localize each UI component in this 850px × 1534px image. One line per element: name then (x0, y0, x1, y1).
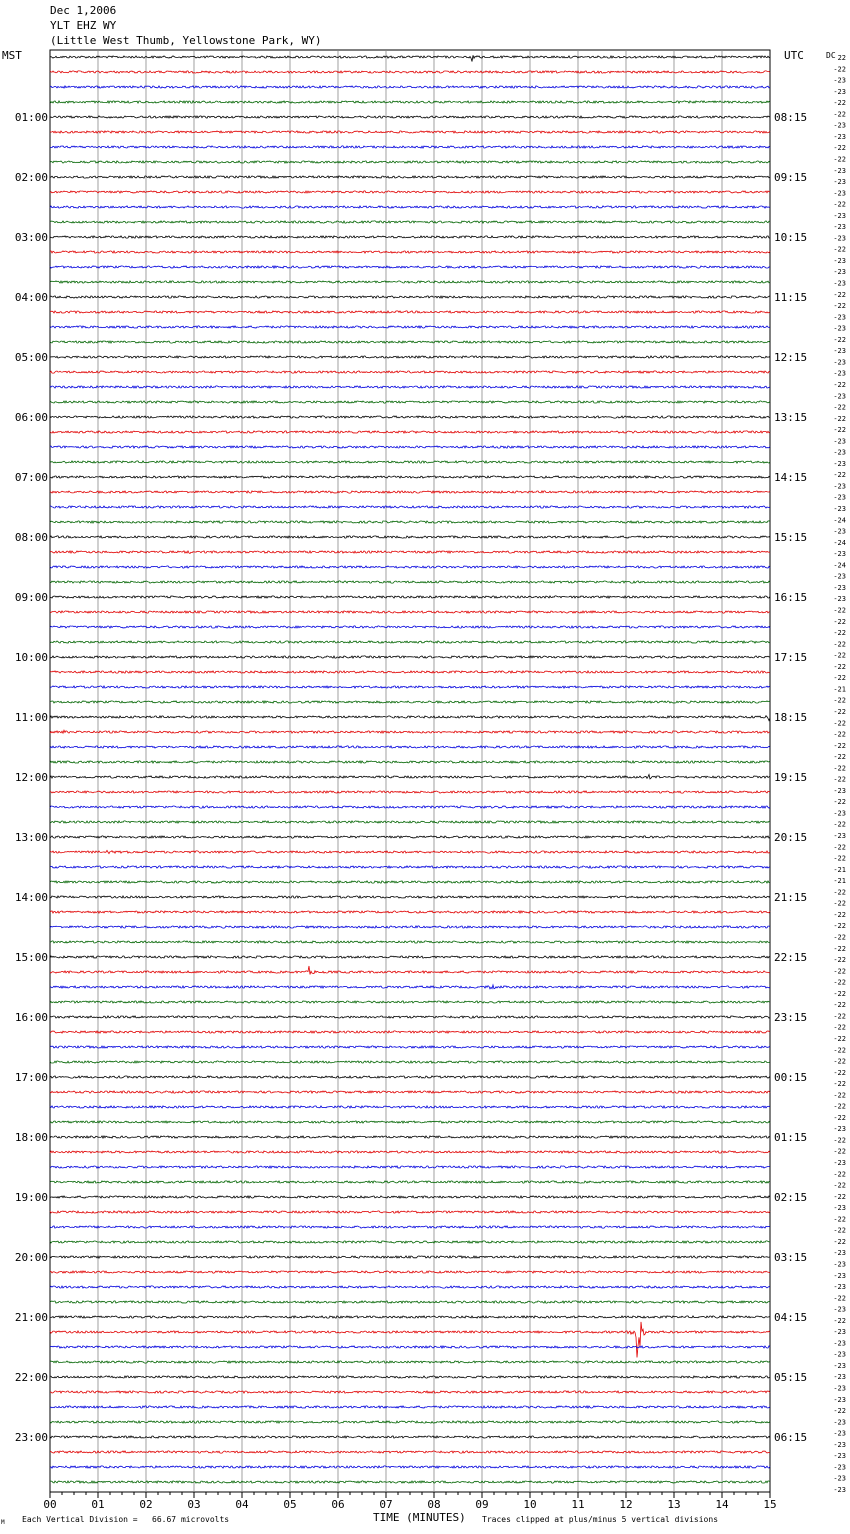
dc-offset-label: -22 (833, 381, 846, 389)
x-axis-title: TIME (MINUTES) (373, 1511, 466, 1524)
seismic-trace (50, 656, 770, 658)
dc-offset-label: -23 (833, 132, 846, 141)
seismic-trace (50, 641, 770, 643)
dc-offset-label: -23 (833, 1283, 846, 1291)
x-tick-label: 14 (715, 1498, 729, 1511)
seismic-trace (50, 926, 770, 928)
seismic-trace (50, 775, 770, 779)
hour-label-right: 06:15 (774, 1431, 808, 1444)
dc-offset-label: -22 (833, 640, 846, 649)
seismic-trace (50, 730, 770, 733)
dc-offset-label: -23 (833, 1271, 846, 1280)
dc-offset-label: -22 (833, 99, 846, 108)
dc-offset-label: -23 (833, 1452, 846, 1461)
dc-offset-label: -22 (833, 674, 846, 683)
hour-label-left: 13:00 (14, 831, 48, 844)
seismic-trace (50, 371, 770, 373)
dc-offset-label: -22 (833, 414, 846, 423)
dc-offset-label: -23 (833, 257, 846, 265)
dc-offset-label: -22 (833, 155, 846, 164)
dc-offset-label: -22 (833, 1113, 846, 1122)
seismic-trace (50, 686, 770, 688)
dc-offset-label: -23 (833, 448, 846, 457)
seismic-trace (50, 1421, 770, 1423)
seismic-trace (50, 1196, 770, 1198)
dc-offset-label: -22 (833, 1147, 846, 1156)
seismic-trace (50, 1361, 770, 1363)
dc-offset-label: -22 (833, 764, 846, 773)
dc-offset-label: -23 (833, 1350, 846, 1359)
dc-offset-label: -22 (833, 1407, 846, 1416)
seismic-trace (50, 671, 770, 673)
hour-label-left: 17:00 (14, 1071, 48, 1084)
dc-offset-label: -22 (833, 1237, 846, 1246)
seismic-trace (50, 1031, 770, 1033)
seismic-trace (50, 55, 770, 61)
dc-offset-label: -22 (833, 696, 846, 705)
dc-offset-label: -23 (833, 595, 846, 604)
dc-offset-label: -23 (833, 223, 846, 232)
seismic-trace (50, 596, 770, 598)
dc-offset-label: -22 (833, 899, 846, 908)
dc-offset-label: -22 (833, 403, 846, 412)
dc-offset-label: -23 (833, 1305, 846, 1314)
seismic-trace (50, 401, 770, 403)
seismic-trace (50, 551, 770, 554)
seismic-trace (50, 326, 770, 328)
hour-label-left: 10:00 (14, 651, 48, 664)
dc-offset-label: -22 (833, 1102, 846, 1111)
dc-offset-label: -22 (833, 741, 846, 750)
dc-offset-label: -22 (833, 144, 846, 153)
hour-label-left: 12:00 (14, 771, 48, 784)
seismic-trace (50, 431, 770, 433)
seismic-trace (50, 236, 770, 238)
seismic-trace (50, 1226, 770, 1228)
seismic-trace (50, 1391, 770, 1393)
seismic-trace (50, 251, 770, 253)
seismic-trace (50, 1106, 770, 1108)
dc-offset-label: -22 (833, 944, 846, 953)
dc-offset-label: -23 (833, 1339, 846, 1348)
seismic-trace (50, 1211, 770, 1213)
seismic-trace (50, 311, 770, 313)
dc-offset-label: -23 (833, 786, 846, 795)
dc-offset-label: -23 (833, 268, 846, 277)
dc-offset-label: -22 (833, 426, 846, 435)
dc-offset-label: -23 (833, 324, 846, 333)
dc-offset-label: -23 (833, 313, 846, 322)
seismic-trace (50, 1076, 770, 1078)
dc-label: DC (826, 51, 836, 60)
hour-label-right: 01:15 (774, 1131, 808, 1144)
hour-label-right: 15:15 (774, 531, 808, 544)
hour-label-left: 06:00 (14, 411, 48, 424)
dc-offset-label: -23 (833, 572, 846, 581)
seismic-trace (50, 896, 770, 898)
x-tick-label: 00 (43, 1498, 57, 1511)
dc-offset-label: -23 (833, 1384, 846, 1393)
seismic-trace (50, 1406, 770, 1408)
hour-label-right: 17:15 (774, 651, 808, 664)
seismic-trace (50, 761, 770, 763)
dc-offset-label: -23 (833, 1260, 846, 1269)
dc-offset-label: -22 (833, 910, 846, 919)
hour-label-right: 18:15 (774, 711, 808, 724)
x-tick-label: 05 (283, 1498, 297, 1511)
seismic-trace (50, 1316, 770, 1318)
dc-offset-label: -24 (833, 516, 846, 525)
seismic-trace (50, 281, 770, 283)
dc-offset-label: -23 (833, 1463, 846, 1472)
seismic-trace (50, 566, 770, 568)
dc-offset-label: -22 (833, 843, 846, 852)
dc-offset-label: -22 (833, 820, 846, 829)
dc-offset-label: -23 (833, 584, 846, 592)
dc-offset-label: -24 (833, 538, 846, 547)
seismic-trace (50, 356, 770, 358)
hour-label-right: 23:15 (774, 1011, 808, 1024)
left-timezone-label: MST (2, 49, 22, 62)
dc-offset-label: -22 (833, 245, 846, 254)
dc-offset-label: -22 (833, 775, 846, 784)
seismic-trace (50, 161, 770, 163)
dc-offset-label: -22 (833, 302, 846, 311)
dc-offset-label: -23 (833, 832, 846, 840)
dc-offset-label: -23 (833, 550, 846, 559)
seismic-trace (50, 821, 770, 823)
seismic-trace (50, 206, 770, 208)
dc-offset-label: -22 (833, 471, 846, 480)
x-tick-label: 03 (187, 1498, 201, 1511)
x-tick-label: 15 (763, 1498, 777, 1511)
dc-offset-label: -22 (833, 662, 846, 671)
dc-offset-label: -22 (833, 1035, 846, 1043)
seismic-trace (50, 1286, 770, 1288)
station-label: YLT EHZ WY (50, 19, 117, 32)
dc-offset-label: -21 (833, 685, 846, 694)
right-timezone-label: UTC (784, 49, 804, 62)
dc-offset-label: -23 (833, 178, 846, 186)
location-label: (Little West Thumb, Yellowstone Park, WY) (50, 34, 322, 47)
dc-offset-label: -23 (833, 369, 846, 378)
hour-label-left: 19:00 (14, 1191, 48, 1204)
dc-offset-label: -22 (833, 1023, 846, 1032)
dc-offset-label: -22 (833, 617, 846, 626)
seismic-trace (50, 1181, 770, 1183)
dc-offset-label: -22 (833, 200, 846, 209)
dc-offset-label: -22 (833, 1226, 846, 1235)
scale-note: Each Vertical Division = 66.67 microvolts (22, 1515, 230, 1524)
dc-offset-label: -22 (833, 956, 846, 964)
dc-offset-label: -22 (833, 1001, 846, 1010)
seismic-trace (50, 1121, 770, 1123)
hour-label-right: 21:15 (774, 891, 808, 904)
hour-label-left: 01:00 (14, 111, 48, 124)
dc-offset-label: -22 (833, 1136, 846, 1145)
hour-label-left: 15:00 (14, 951, 48, 964)
seismic-trace (50, 461, 770, 463)
seismic-trace (50, 866, 770, 868)
seismic-trace (50, 71, 770, 73)
seismic-trace (50, 1241, 770, 1243)
seismic-trace (50, 1271, 770, 1273)
dc-offset-label: -22 (833, 933, 846, 942)
dc-offset-label: -23 (833, 189, 846, 198)
seismic-trace (50, 101, 770, 103)
dc-offset-label: -22 (833, 65, 846, 74)
dc-offset-label: -23 (833, 392, 846, 401)
seismic-trace (50, 266, 770, 268)
dc-offset-label: -22 (833, 335, 846, 344)
dc-offset-label: -22 (833, 989, 846, 998)
seismic-trace (50, 176, 770, 178)
dc-offset-label: -23 (833, 1125, 846, 1134)
dc-offset-label: -22 (833, 1170, 846, 1179)
hour-label-right: 05:15 (774, 1371, 808, 1384)
dc-offset-label: -22 (833, 1080, 846, 1089)
dc-offset-label: -23 (833, 1486, 846, 1494)
dc-offset-label: -23 (833, 1204, 846, 1213)
seismic-trace (50, 1061, 770, 1063)
dc-offset-label: -23 (833, 1249, 846, 1258)
hour-label-right: 12:15 (774, 351, 808, 364)
seismic-trace (50, 1001, 770, 1003)
seismic-trace (50, 966, 770, 975)
seismic-trace (50, 536, 770, 538)
hour-label-right: 11:15 (774, 291, 808, 304)
hour-label-left: 02:00 (14, 171, 48, 184)
hour-label-left: 14:00 (14, 891, 48, 904)
dc-offset-label: -23 (833, 166, 846, 175)
dc-offset-label: -21 (833, 877, 846, 886)
seismic-trace (50, 836, 770, 838)
dc-offset-label: -23 (833, 211, 846, 220)
hour-label-left: 05:00 (14, 351, 48, 364)
seismic-trace (50, 1376, 770, 1378)
seismic-trace (50, 1256, 770, 1258)
seismic-trace (50, 701, 770, 703)
corner-mark: M (1, 1519, 5, 1526)
dc-offset-label: -23 (833, 1328, 846, 1337)
dc-offset-label: -22 (833, 978, 846, 987)
x-tick-label: 08 (427, 1498, 441, 1511)
dc-offset-label: -23 (833, 1474, 846, 1483)
seismic-trace (50, 716, 770, 721)
seismic-trace (50, 1322, 770, 1358)
dc-offset-label: -22 (833, 888, 846, 897)
seismic-trace (50, 191, 770, 193)
seismic-trace (50, 446, 770, 448)
seismic-trace (50, 506, 770, 508)
seismic-trace (50, 131, 770, 133)
seismic-trace (50, 86, 770, 88)
seismic-trace (50, 1466, 770, 1468)
x-tick-label: 11 (571, 1498, 585, 1511)
x-tick-label: 07 (379, 1498, 393, 1511)
hour-label-left: 23:00 (14, 1431, 48, 1444)
seismic-trace (50, 626, 770, 628)
seismic-trace (50, 1166, 770, 1168)
dc-offset-label: -22 (833, 606, 846, 615)
hour-label-right: 19:15 (774, 771, 808, 784)
dc-offset-label: -23 (833, 121, 846, 130)
x-tick-label: 09 (475, 1498, 489, 1511)
dc-offset-label: -22 (833, 1091, 846, 1100)
hour-label-left: 22:00 (14, 1371, 48, 1384)
dc-offset-label: -23 (833, 527, 846, 536)
seismic-trace (50, 1046, 770, 1048)
seismic-trace (50, 791, 770, 793)
hour-label-right: 09:15 (774, 171, 808, 184)
hour-label-left: 11:00 (14, 711, 48, 724)
hour-label-right: 20:15 (774, 831, 808, 844)
dc-offset-label: -22 (833, 922, 846, 931)
dc-offset-label: -22 (833, 110, 846, 119)
dc-offset-label: -23 (833, 234, 846, 243)
seismic-trace (50, 850, 770, 853)
hour-label-right: 08:15 (774, 111, 808, 124)
dc-offset-label: -23 (833, 1159, 846, 1167)
dc-offset-label: -21 (833, 865, 846, 874)
hour-label-left: 21:00 (14, 1311, 48, 1324)
dc-offset-label: -23 (833, 1395, 846, 1404)
seismic-trace (50, 881, 770, 883)
dc-offset-label: -23 (833, 809, 846, 818)
seismic-trace (50, 146, 770, 148)
dc-offset-label: -23 (833, 1373, 846, 1382)
hour-label-right: 10:15 (774, 231, 808, 244)
dc-offset-label: -22 (833, 629, 846, 638)
dc-offset-label: -23 (833, 76, 846, 85)
dc-offset-label: -22 (833, 730, 846, 739)
dc-offset-label: -23 (833, 1362, 846, 1370)
seismic-trace (50, 956, 770, 958)
dc-offset-label: -24 (833, 561, 846, 570)
seismic-trace (50, 476, 770, 478)
seismic-trace (50, 985, 770, 989)
seismic-trace (50, 221, 770, 223)
dc-offset-label: -23 (833, 437, 846, 446)
dc-offset-label: -22 (833, 967, 846, 976)
dc-offset-label: -23 (833, 347, 846, 356)
dc-offset-label: -23 (833, 459, 846, 468)
seismic-trace (50, 491, 770, 493)
seismic-trace (50, 296, 770, 298)
x-tick-label: 13 (667, 1498, 681, 1511)
hour-label-left: 07:00 (14, 471, 48, 484)
seismic-trace (50, 1016, 770, 1018)
seismic-trace (50, 1451, 770, 1453)
seismic-trace (50, 1151, 770, 1153)
hour-label-left: 04:00 (14, 291, 48, 304)
date-label: Dec 1,2006 (50, 4, 117, 17)
dc-offset-label: -23 (833, 87, 846, 96)
seismic-trace (50, 1346, 770, 1348)
seismic-trace (50, 341, 770, 343)
hour-label-left: 09:00 (14, 591, 48, 604)
seismic-trace (50, 806, 770, 808)
seismic-trace (50, 116, 770, 118)
dc-offset-label: -22 (833, 1057, 846, 1066)
dc-offset-label: -23 (833, 1418, 846, 1427)
x-tick-label: 06 (331, 1498, 345, 1511)
dc-offset-label: -22 (833, 1215, 846, 1224)
hour-label-left: 18:00 (14, 1131, 48, 1144)
seismic-trace (50, 746, 770, 748)
dc-offset-label: -22 (833, 290, 846, 299)
hour-label-right: 04:15 (774, 1311, 808, 1324)
dc-offset-label: -22 (833, 854, 846, 863)
dc-offset-label: -23 (833, 482, 846, 491)
hour-label-right: 00:15 (774, 1071, 808, 1084)
seismic-trace (50, 611, 770, 613)
hour-label-left: 16:00 (14, 1011, 48, 1024)
seismic-trace (50, 386, 770, 388)
hour-label-right: 14:15 (774, 471, 808, 484)
dc-offset-label: -22 (833, 798, 846, 807)
dc-offset-label: -22 (833, 651, 846, 660)
hour-label-left: 03:00 (14, 231, 48, 244)
seismic-trace (50, 1091, 770, 1093)
x-tick-label: 04 (235, 1498, 249, 1511)
hour-label-left: 08:00 (14, 531, 48, 544)
dc-offset-label: -22 (833, 1294, 846, 1303)
hour-label-left: 20:00 (14, 1251, 48, 1264)
dc-offset-label: -22 (833, 719, 846, 728)
dc-offset-label: -23 (833, 1429, 846, 1438)
dc-offset-label: -23 (833, 505, 846, 513)
seismic-trace (50, 521, 770, 523)
hour-label-right: 02:15 (774, 1191, 808, 1204)
hour-label-right: 22:15 (774, 951, 808, 964)
dc-offset-label: -22 (833, 1192, 846, 1201)
dc-offset-label: -22 (833, 1046, 846, 1055)
seismic-trace (50, 581, 770, 583)
dc-offset-label: -23 (833, 493, 846, 502)
dc-offset-label: -23 (833, 358, 846, 367)
dc-offset-label: -23 (833, 1440, 846, 1449)
dc-offset-label: 22 (837, 54, 846, 62)
dc-offset-label: -23 (833, 279, 846, 288)
seismic-trace (50, 1301, 770, 1303)
dc-offset-label: -22 (833, 753, 846, 762)
seismic-trace (50, 1481, 770, 1483)
seismic-trace (50, 1436, 770, 1438)
dc-offset-label: -22 (833, 1181, 846, 1190)
dc-offset-label: -22 (833, 708, 846, 716)
clip-note: Traces clipped at plus/minus 5 vertical divisions (482, 1515, 719, 1524)
dc-offset-label: -22 (833, 1012, 846, 1021)
hour-label-right: 16:15 (774, 591, 808, 604)
seismic-trace (50, 911, 770, 913)
hour-label-right: 03:15 (774, 1251, 808, 1264)
x-tick-label: 02 (139, 1498, 153, 1511)
dc-offset-label: -22 (833, 1316, 846, 1325)
x-tick-label: 01 (91, 1498, 105, 1511)
seismic-trace (50, 416, 770, 418)
x-tick-label: 10 (523, 1498, 537, 1511)
seismic-trace (50, 941, 770, 943)
seismic-trace (50, 1136, 770, 1138)
hour-label-right: 13:15 (774, 411, 808, 424)
dc-offset-label: -22 (833, 1068, 846, 1077)
x-tick-label: 12 (619, 1498, 633, 1511)
